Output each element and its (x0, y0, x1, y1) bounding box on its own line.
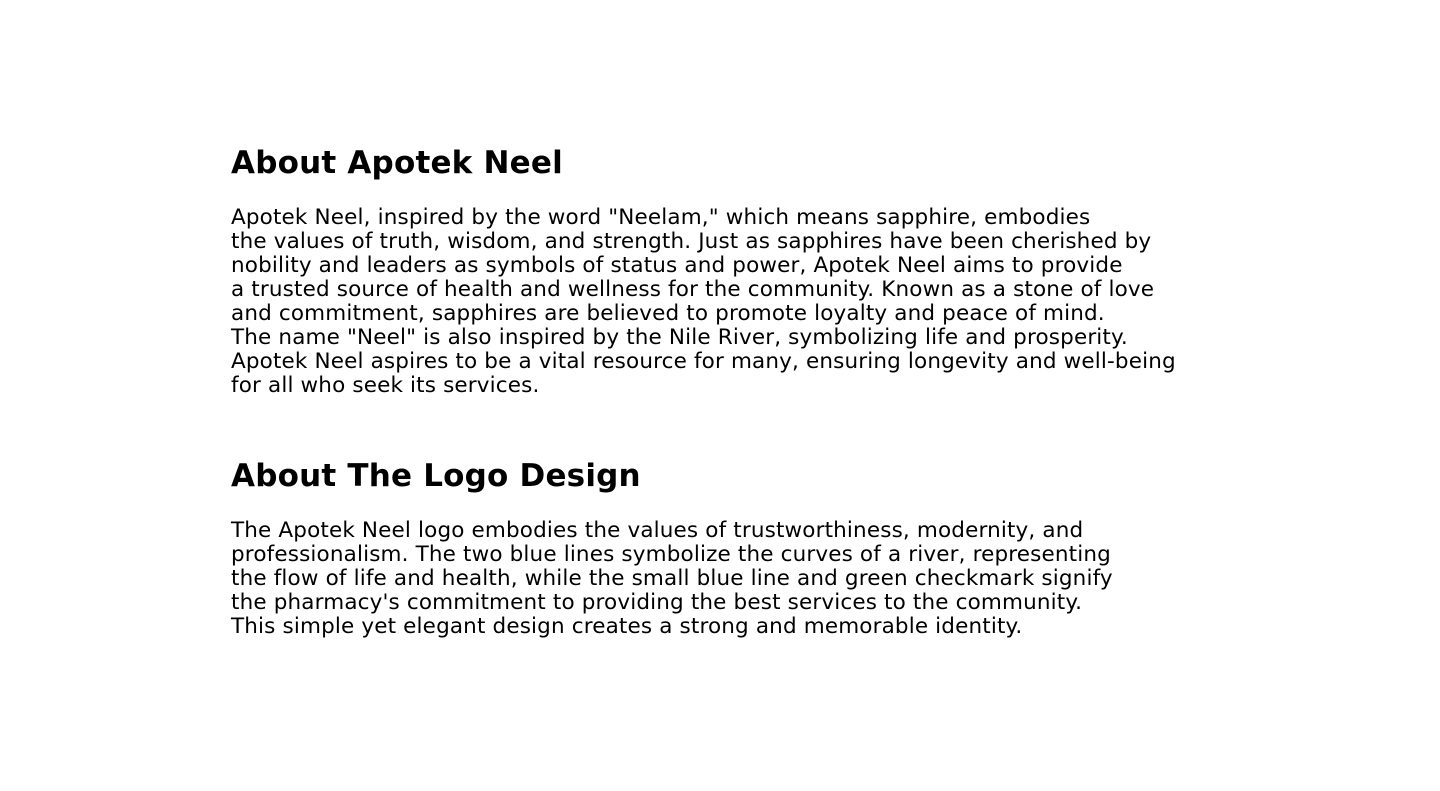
body-line: the values of truth, wisdom, and strength. Just as sapphires have been cherished by (231, 229, 1152, 254)
body-line: Apotek Neel aspires to be a vital resource for many, ensuring longevity and well-being (231, 349, 1176, 374)
body-line: nobility and leaders as symbols of status and power, Apotek Neel aims to provide (231, 253, 1123, 278)
body-line: the flow of life and health, while the small blue line and green checkmark signify (231, 566, 1113, 591)
section-body-about-logo-design (231, 519, 1113, 639)
body-line: a trusted source of health and wellness for the community. Known as a stone of love (231, 277, 1155, 302)
body-line: This simple yet elegant design creates a strong and memorable identity. (231, 614, 1023, 639)
section-title-about-logo-design: About The Logo Design (231, 458, 641, 494)
body-line: and commitment, sapphires are believed to promote loyalty and peace of mind. (231, 301, 1105, 326)
body-line: The name "Neel" is also inspired by the Nile River, symbolizing life and prosperity. (231, 325, 1128, 350)
body-line: The Apotek Neel logo embodies the values of trustworthiness, modernity, and (231, 518, 1084, 543)
body-line: the pharmacy's commitment to providing the best services to the community. (231, 590, 1083, 615)
section-title-about-apotek-neel: About Apotek Neel (231, 145, 563, 181)
body-line: Apotek Neel, inspired by the word "Neelam," which means sapphire, embodies (231, 205, 1091, 230)
body-line: for all who seek its services. (231, 373, 540, 398)
section-body-about-apotek-neel (231, 206, 1176, 398)
body-line: professionalism. The two blue lines symbolize the curves of a river, representing (231, 542, 1111, 567)
